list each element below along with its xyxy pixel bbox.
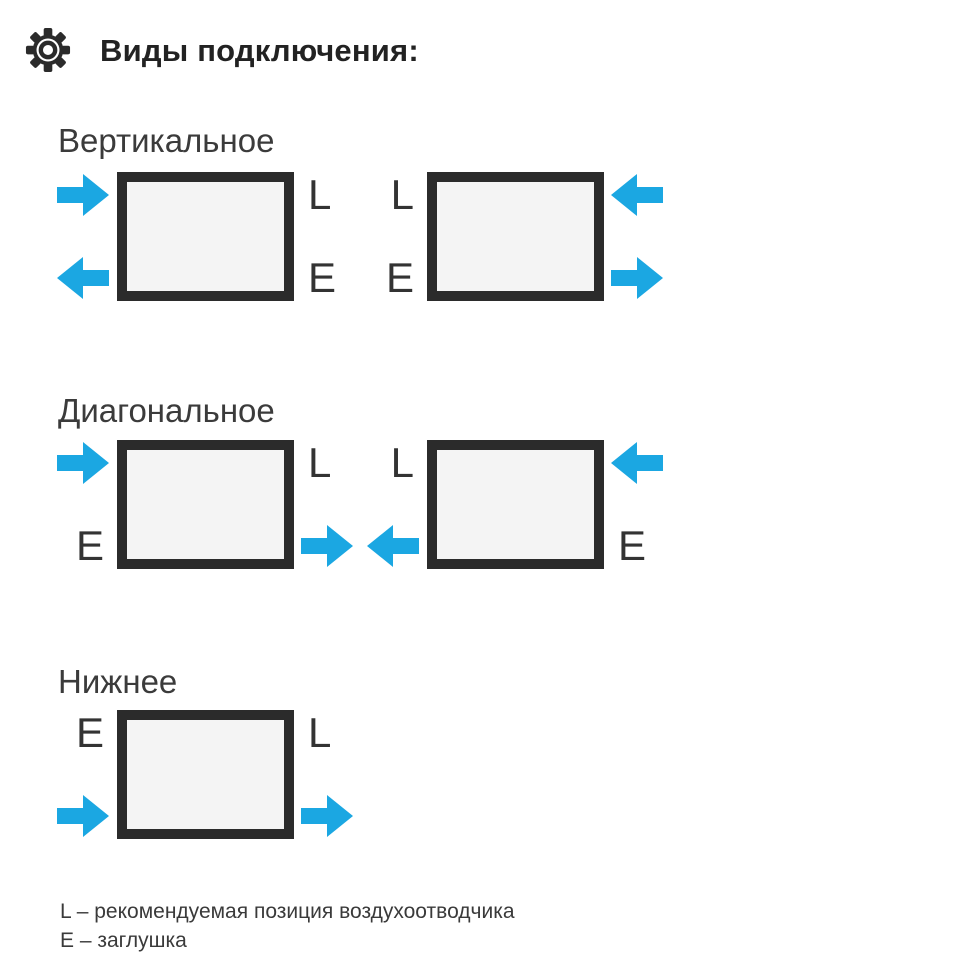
- port-label-l: L: [308, 709, 332, 756]
- port-slot-left-top: [51, 441, 109, 485]
- port-label-e: E: [75, 522, 104, 569]
- port-slot-right-top: [301, 711, 359, 755]
- flow-arrow-right-icon: [57, 174, 109, 216]
- radiator-diagram: [390, 439, 647, 569]
- flow-arrow-right-icon: [301, 525, 353, 567]
- page-title: Виды подключения:: [100, 33, 419, 68]
- port-label-l: L: [390, 439, 414, 486]
- legend-line-l: L – рекомендуемая позиция воздухоотводчика: [60, 900, 515, 923]
- port-slot-left-top: [51, 173, 109, 217]
- port-slot-right-top: [611, 173, 669, 217]
- radiator-diagram: [117, 171, 337, 301]
- flow-arrow-left-icon: [611, 442, 663, 484]
- port-slot-left-top: [361, 441, 419, 485]
- port-label-e: E: [75, 709, 104, 756]
- section-label: Вертикальное: [58, 122, 275, 159]
- section-label: Нижнее: [58, 663, 178, 700]
- port-slot-right-bottom: [611, 524, 669, 568]
- port-slot-left-bottom: [51, 524, 109, 568]
- flow-arrow-right-icon: [301, 795, 353, 837]
- port-slot-left-bottom: [51, 256, 109, 300]
- header: [0, 0, 970, 90]
- port-slot-right-bottom: [611, 256, 669, 300]
- port-slot-right-top: [301, 173, 359, 217]
- port-slot-right-top: [611, 441, 669, 485]
- port-slot-right-top: [301, 441, 359, 485]
- port-label-e: E: [618, 522, 647, 569]
- flow-arrow-right-icon: [611, 257, 663, 299]
- port-slot-right-bottom: [301, 256, 359, 300]
- flow-arrow-left-icon: [611, 174, 663, 216]
- radiator-diagram: [385, 171, 604, 301]
- radiator-diagram: [75, 709, 332, 839]
- port-slot-left-top: [361, 173, 419, 217]
- port-label-e: E: [385, 254, 414, 301]
- port-slot-left-bottom: [51, 794, 109, 838]
- flow-arrow-left-icon: [57, 257, 109, 299]
- port-slot-right-bottom: [301, 524, 359, 568]
- radiator-diagram: [75, 439, 332, 569]
- port-slot-left-top: [51, 711, 109, 755]
- gear-icon: [25, 27, 71, 73]
- flow-arrow-right-icon: [57, 442, 109, 484]
- port-label-l: L: [390, 171, 414, 218]
- section-label: Диагональное: [58, 392, 275, 429]
- port-slot-left-bottom: [361, 524, 419, 568]
- legend: [60, 897, 515, 955]
- port-label-e: E: [308, 254, 337, 301]
- flow-arrow-left-icon: [367, 525, 419, 567]
- port-label-l: L: [308, 171, 332, 218]
- port-slot-left-bottom: [361, 256, 419, 300]
- flow-arrow-right-icon: [57, 795, 109, 837]
- port-label-l: L: [308, 439, 332, 486]
- legend-line-e: E – заглушка: [60, 929, 187, 952]
- port-slot-right-bottom: [301, 794, 359, 838]
